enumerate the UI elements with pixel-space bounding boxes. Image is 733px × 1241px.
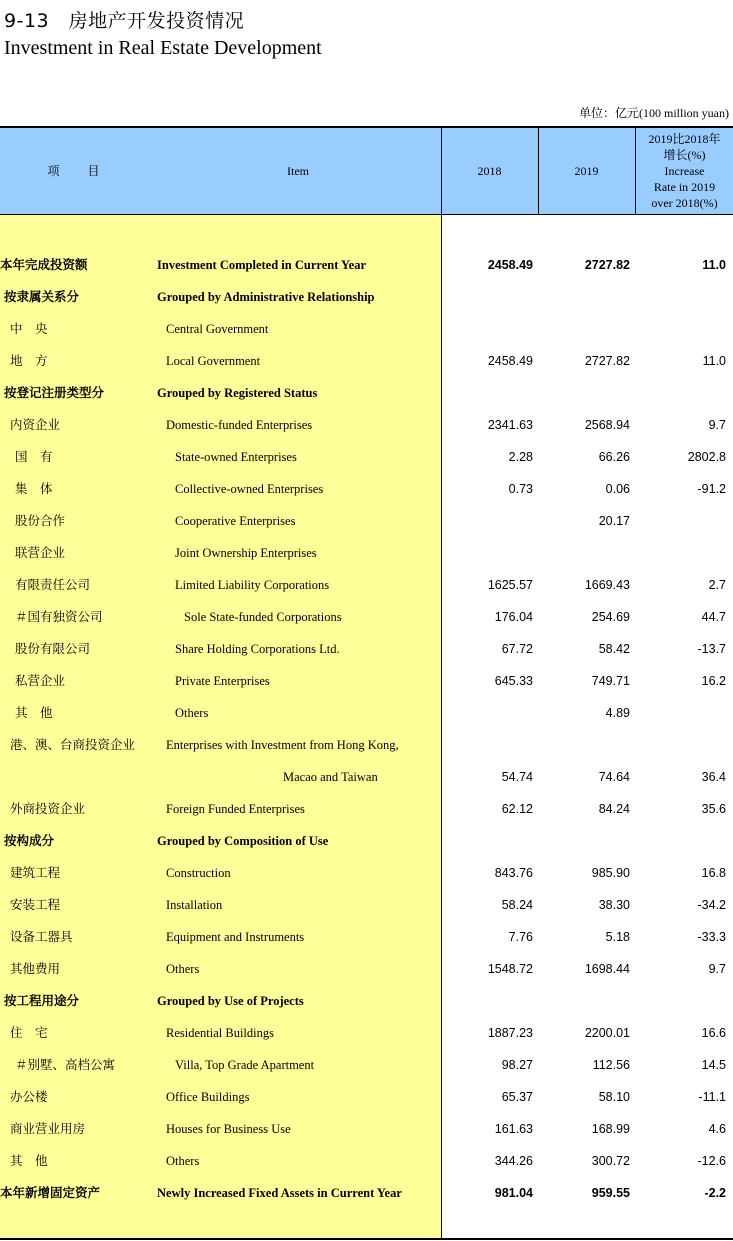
value-2018: [441, 537, 533, 569]
header-increase-rate: [636, 126, 733, 215]
table-row: [0, 665, 733, 697]
row-label-chinese: 内资企业: [10, 417, 61, 432]
increase-rate: 9.7: [708, 418, 726, 432]
row-label-english: Houses for Business Use: [166, 1122, 291, 1136]
value-2019: 2727.82: [584, 258, 630, 272]
value-2018: 98.27: [501, 1058, 533, 1072]
row-label-chinese: 股份合作: [15, 513, 66, 528]
row-label-chinese: ＃别墅、高档公寓: [15, 1057, 116, 1072]
table-row: [0, 281, 733, 313]
value-2019: 300.72: [591, 1154, 630, 1168]
row-label-chinese: 港、澳、台商投资企业: [10, 737, 136, 752]
value-2018: 54.74: [501, 770, 533, 784]
row-label-english: Equipment and Instruments: [166, 930, 305, 944]
value-2018: 981.04: [494, 1186, 533, 1200]
value-2018: 2.28: [508, 450, 533, 464]
table-row: [0, 857, 733, 889]
row-label-english: Foreign Funded Enterprises: [166, 802, 305, 816]
value-2018: [441, 281, 533, 313]
value-2018: 1548.72: [487, 962, 533, 976]
value-2019: 2727.82: [584, 354, 630, 368]
value-2019: 168.99: [591, 1122, 630, 1136]
value-2019: 112.56: [592, 1058, 630, 1072]
row-label-english: Grouped by Registered Status: [157, 386, 318, 400]
increase-rate: -13.7: [697, 642, 726, 656]
row-label-chinese: 本年新增固定资产: [0, 1185, 101, 1200]
value-2019: 84.24: [598, 802, 630, 816]
table-row: [0, 473, 733, 505]
value-2019: 74.64: [598, 770, 630, 784]
increase-rate: -12.6: [697, 1154, 726, 1168]
value-2018: [441, 377, 533, 409]
column-divider: [538, 126, 539, 215]
increase-rate: 14.5: [701, 1058, 726, 1072]
increase-rate: 9.7: [708, 962, 726, 976]
table-bottom-rule: [0, 1238, 733, 1240]
table-row: [0, 761, 733, 793]
increase-rate: [636, 825, 726, 857]
table-row: [0, 1049, 733, 1081]
value-2019: 38.30: [598, 898, 630, 912]
value-2018: [441, 313, 533, 345]
row-label-chinese: 其 他: [15, 705, 53, 720]
header-item-english: Item: [287, 163, 309, 178]
increase-rate: -11.1: [698, 1090, 726, 1104]
increase-rate: [636, 281, 726, 313]
value-2019: 5.18: [605, 930, 630, 944]
value-2018: 58.24: [501, 898, 533, 912]
row-label-english: Central Government: [166, 322, 269, 336]
row-label-chinese: 按隶属关系分: [4, 289, 80, 304]
value-2019: [538, 377, 630, 409]
increase-rate: 36.4: [701, 770, 726, 784]
header-increase-line: Rate in 2019: [653, 179, 716, 194]
increase-rate: [636, 537, 726, 569]
value-2018: 2341.63: [487, 418, 533, 432]
value-2018: 2458.49: [487, 258, 533, 272]
column-divider: [635, 126, 636, 215]
value-2019: 20.17: [598, 514, 630, 528]
value-2019: 2200.01: [584, 1026, 630, 1040]
row-label-chinese: 国 有: [15, 449, 53, 464]
table-row: [0, 249, 733, 281]
row-label-chinese: 中 央: [10, 321, 48, 336]
row-label-chinese: 外商投资企业: [10, 801, 86, 816]
row-label-chinese: 集 体: [15, 481, 53, 496]
table-row: [0, 921, 733, 953]
value-2018: 67.72: [501, 642, 533, 656]
row-label-english: Installation: [166, 898, 223, 912]
table-row: [0, 1017, 733, 1049]
row-label-english: Local Government: [166, 354, 261, 368]
row-label-english: Villa, Top Grade Apartment: [175, 1058, 315, 1072]
row-label-chinese: 按构成分: [4, 833, 55, 848]
row-label-english: Share Holding Corporations Ltd.: [175, 642, 340, 656]
value-2019: 1698.44: [584, 962, 630, 976]
unit-label: [579, 104, 729, 121]
increase-rate: 11.0: [702, 258, 726, 272]
value-2019: 959.55: [591, 1186, 630, 1200]
increase-rate: 2.7: [708, 578, 726, 592]
row-label-english: Cooperative Enterprises: [175, 514, 296, 528]
unit-label-chinese: 单位：亿元: [578, 106, 639, 120]
table-row: [0, 601, 733, 633]
row-label-chinese: 地 方: [10, 353, 48, 368]
row-label-english: Domestic-funded Enterprises: [166, 418, 313, 432]
value-2019: 66.26: [598, 450, 630, 464]
value-2018: 0.73: [508, 482, 533, 496]
row-label-chinese: 建筑工程: [10, 865, 61, 880]
row-label-chinese: 住 宅: [10, 1025, 48, 1040]
value-2018: 7.76: [508, 930, 533, 944]
value-2019: 4.89: [605, 706, 630, 720]
row-label-chinese: 按工程用途分: [4, 993, 80, 1008]
row-label-chinese: 安装工程: [10, 897, 61, 912]
table-row: [0, 985, 733, 1017]
increase-rate: -91.2: [697, 482, 726, 496]
row-label-english: Others: [175, 706, 209, 720]
row-label-english: Grouped by Administrative Relationship: [157, 290, 375, 304]
increase-rate: 16.6: [701, 1026, 726, 1040]
table-row: [0, 825, 733, 857]
header-2019: 2019: [574, 163, 599, 178]
table-row: [0, 377, 733, 409]
value-2019: 254.69: [591, 610, 630, 624]
value-2019: 749.71: [591, 674, 630, 688]
increase-rate: 4.6: [708, 1122, 726, 1136]
increase-rate: [636, 697, 726, 729]
value-2019: [538, 281, 630, 313]
row-label-english: Joint Ownership Enterprises: [175, 546, 317, 560]
row-label-english: Construction: [166, 866, 231, 880]
header-2018: 2018: [477, 163, 502, 178]
value-2019: 1669.43: [584, 578, 630, 592]
increase-rate: 35.6: [701, 802, 726, 816]
value-2019: [538, 537, 630, 569]
value-2018: 843.76: [494, 866, 533, 880]
increase-rate: -33.3: [697, 930, 726, 944]
value-2019: 985.90: [591, 866, 630, 880]
row-label-english: Grouped by Use of Projects: [157, 994, 304, 1008]
increase-rate: [636, 985, 726, 1017]
row-label-english: Sole State-funded Corporations: [184, 610, 342, 624]
value-2019: [538, 313, 630, 345]
row-label-english: Newly Increased Fixed Assets in Current Year: [157, 1186, 402, 1200]
table-row: [0, 953, 733, 985]
value-2019: [538, 729, 630, 761]
row-label-chinese: ＃国有独资公司: [15, 609, 103, 624]
value-2018: [441, 825, 533, 857]
row-label-chinese: 有限责任公司: [15, 577, 91, 592]
value-2018: [441, 985, 533, 1017]
value-2018: 1887.23: [487, 1026, 533, 1040]
value-2019: 58.42: [598, 642, 630, 656]
header-increase-line: 增长(%): [663, 147, 706, 162]
value-2019: [538, 985, 630, 1017]
row-label-english: Macao and Taiwan: [283, 770, 378, 784]
value-2018: 645.33: [494, 674, 533, 688]
table-row: [0, 345, 733, 377]
table-row: [0, 1081, 733, 1113]
value-2018: [441, 729, 533, 761]
row-label-chinese: 本年完成投资额: [0, 257, 88, 272]
value-2018: [441, 697, 533, 729]
row-label-english: Office Buildings: [166, 1090, 250, 1104]
value-2018: 65.37: [501, 1090, 533, 1104]
table-row: [0, 1145, 733, 1177]
table-row: [0, 793, 733, 825]
value-2018: 161.63: [494, 1122, 533, 1136]
increase-rate: -2.2: [704, 1186, 726, 1200]
value-2018: 344.26: [494, 1154, 533, 1168]
row-label-english: Residential Buildings: [166, 1026, 274, 1040]
row-label-english: Others: [166, 962, 200, 976]
row-label-chinese: 私营企业: [15, 673, 66, 688]
value-2019: 0.06: [605, 482, 630, 496]
table-row: [0, 729, 733, 761]
header-increase-line: over 2018(%): [651, 195, 718, 210]
table-row: [0, 633, 733, 665]
increase-rate: 11.0: [702, 354, 726, 368]
table-row: [0, 441, 733, 473]
row-label-english: Limited Liability Corporations: [175, 578, 330, 592]
increase-rate: 2802.8: [687, 450, 726, 464]
value-2019: [538, 825, 630, 857]
row-label-english: Grouped by Composition of Use: [157, 834, 329, 848]
unit-label-english: (100 million yuan): [639, 106, 729, 120]
increase-rate: 44.7: [701, 610, 726, 624]
row-label-chinese: 其他费用: [10, 961, 61, 976]
increase-rate: [636, 377, 726, 409]
table-row: [0, 569, 733, 601]
table-title-chinese: 9-13 房地产开发投资情况: [4, 10, 245, 32]
table-row: [0, 1113, 733, 1145]
table-row: [0, 409, 733, 441]
table-title-english: Investment in Real Estate Development: [4, 37, 322, 59]
row-label-english: State-owned Enterprises: [175, 450, 297, 464]
increase-rate: [636, 313, 726, 345]
increase-rate: 16.8: [701, 866, 726, 880]
value-2018: 2458.49: [487, 354, 533, 368]
row-label-chinese: 联营企业: [15, 545, 66, 560]
value-2019: 2568.94: [584, 418, 630, 432]
row-label-chinese: 股份有限公司: [15, 641, 91, 656]
value-2019: 58.10: [598, 1090, 630, 1104]
table-row: [0, 505, 733, 537]
increase-rate: [636, 505, 726, 537]
investment-table: [0, 126, 733, 1240]
row-label-chinese: 其 他: [10, 1153, 48, 1168]
table-row: [0, 889, 733, 921]
increase-rate: 16.2: [701, 674, 726, 688]
row-label-english: Enterprises with Investment from Hong Kong,: [166, 738, 399, 752]
table-row: [0, 537, 733, 569]
header-increase-line: 2019比2018年: [648, 131, 721, 146]
table-row: [0, 1177, 733, 1209]
row-label-english: Collective-owned Enterprises: [175, 482, 324, 496]
row-label-english: Investment Completed in Current Year: [157, 258, 367, 272]
row-label-chinese: 按登记注册类型分: [4, 385, 105, 400]
row-label-chinese: 设备工器具: [10, 929, 73, 944]
table-row: [0, 313, 733, 345]
value-2018: 176.04: [494, 610, 533, 624]
row-label-english: Others: [166, 1154, 200, 1168]
row-label-english: Private Enterprises: [175, 674, 270, 688]
row-label-chinese: 商业营业用房: [10, 1121, 86, 1136]
row-label-chinese: 办公楼: [10, 1089, 48, 1104]
header-increase-line: Increase: [664, 163, 705, 178]
increase-rate: [636, 729, 726, 761]
increase-rate: -34.2: [697, 898, 726, 912]
header-item-chinese: 项 目: [47, 163, 108, 178]
value-2018: [441, 505, 533, 537]
table-row: [0, 697, 733, 729]
value-2018: 62.12: [501, 802, 533, 816]
value-2018: 1625.57: [487, 578, 533, 592]
